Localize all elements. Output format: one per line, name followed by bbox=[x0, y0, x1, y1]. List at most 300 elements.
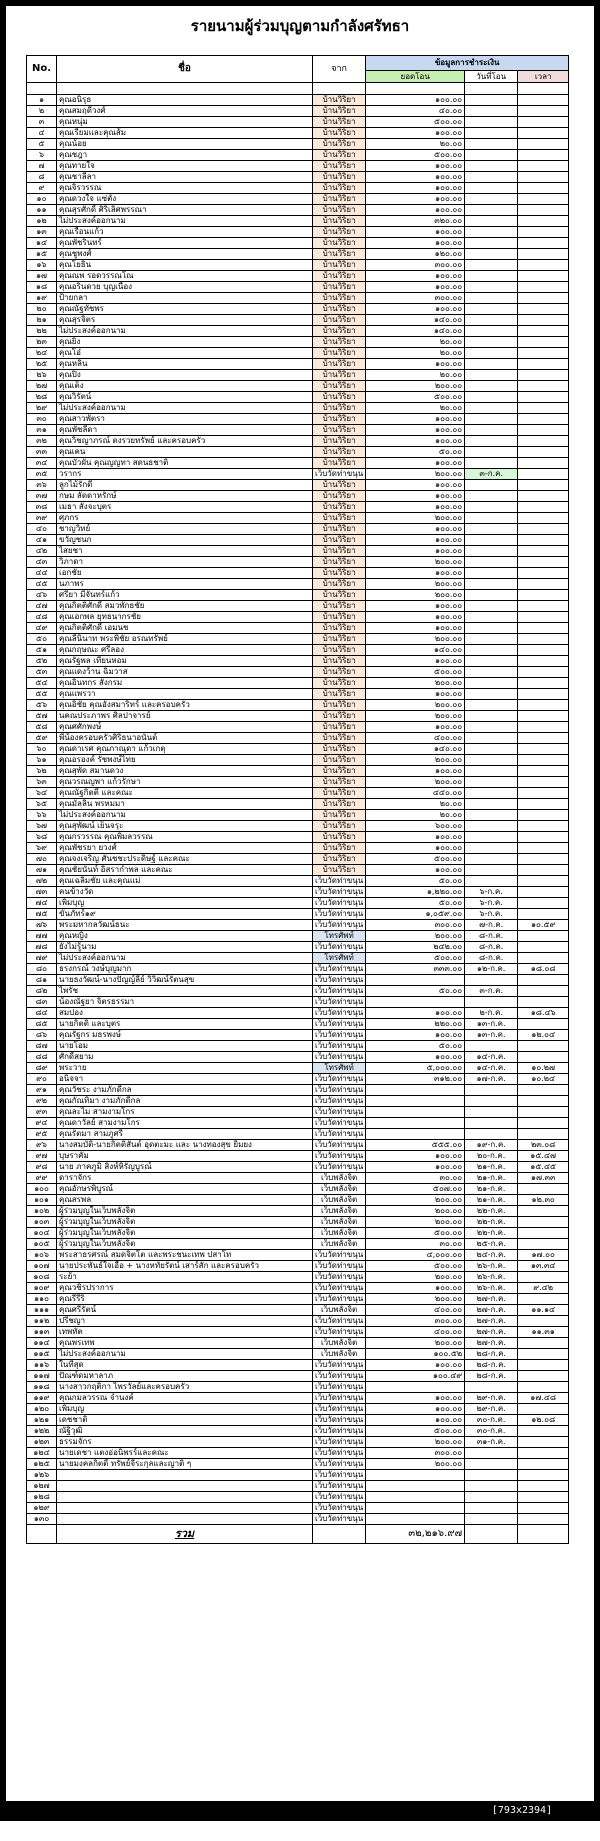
row-time bbox=[518, 1514, 569, 1525]
row-name: คุณดาเรศ คุณภาณุดา แก้วเกตุ bbox=[57, 744, 313, 755]
row-from: เว็บวัดท่าขนุน bbox=[313, 909, 366, 920]
table-row bbox=[27, 183, 569, 194]
row-name: นางสาวกฤติกา ไพรวัลย์และครอบครัว bbox=[57, 1382, 313, 1393]
row-no: ๗๙ bbox=[27, 953, 57, 964]
row-date: ๒๙-ก.ค. bbox=[465, 1404, 518, 1415]
table-row bbox=[27, 1283, 569, 1294]
table-row bbox=[27, 832, 569, 843]
table-row bbox=[27, 106, 569, 117]
row-amount: ๒๐๐.๐๐ bbox=[366, 1294, 465, 1305]
row-no: ๑ bbox=[27, 95, 57, 106]
row-time bbox=[518, 447, 569, 458]
table-row bbox=[27, 304, 569, 315]
row-amount: ๑๐๐.๐๐ bbox=[366, 282, 465, 293]
row-from: เว็บวัดท่าขนุน bbox=[313, 1151, 366, 1162]
table-row bbox=[27, 1063, 569, 1074]
row-name: ลูกไม้รักดี bbox=[57, 480, 313, 491]
row-name: ศักดิ์สยาม bbox=[57, 1052, 313, 1063]
row-date bbox=[465, 161, 518, 172]
row-time bbox=[518, 766, 569, 777]
row-date: ๖-ก.ค. bbox=[465, 909, 518, 920]
row-name: คุณละไม สามงามโกร bbox=[57, 1107, 313, 1118]
row-name: คุณพัชรินทร์ bbox=[57, 238, 313, 249]
row-date bbox=[465, 579, 518, 590]
row-time: ๑๑.๑๔ bbox=[518, 1305, 569, 1316]
table-row bbox=[27, 1272, 569, 1283]
row-name: บุษราคัม bbox=[57, 1151, 313, 1162]
table-row bbox=[27, 1371, 569, 1382]
row-no: ๗๘ bbox=[27, 942, 57, 953]
row-amount: ๑๔๐.๐๐ bbox=[366, 315, 465, 326]
row-time bbox=[518, 1129, 569, 1140]
table-row bbox=[27, 238, 569, 249]
row-date bbox=[465, 513, 518, 524]
row-date bbox=[465, 568, 518, 579]
row-time bbox=[518, 161, 569, 172]
row-from: บ้านวิริยา bbox=[313, 821, 366, 832]
row-date: ๖-ก.ค. bbox=[465, 898, 518, 909]
row-from: บ้านวิริยา bbox=[313, 403, 366, 414]
table-row bbox=[27, 1019, 569, 1030]
row-amount: ๑๐๐.๐๐ bbox=[366, 95, 465, 106]
table-row bbox=[27, 667, 569, 678]
row-name: คุณสรพล bbox=[57, 1195, 313, 1206]
table-row bbox=[27, 271, 569, 282]
row-no: ๔๑ bbox=[27, 535, 57, 546]
row-from: บ้านวิริยา bbox=[313, 843, 366, 854]
table-row bbox=[27, 689, 569, 700]
table-row bbox=[27, 1382, 569, 1393]
row-name: คุณอนิรุธ bbox=[57, 95, 313, 106]
row-amount: ๕๐๐.๐๐ bbox=[366, 117, 465, 128]
row-amount: ๑๐๐.๐๐ bbox=[366, 1030, 465, 1041]
row-no: ๒๐ bbox=[27, 304, 57, 315]
table-row bbox=[27, 161, 569, 172]
row-date bbox=[465, 1481, 518, 1492]
row-from: บ้านวิริยา bbox=[313, 590, 366, 601]
table-row bbox=[27, 1459, 569, 1470]
row-date bbox=[465, 634, 518, 645]
row-no: ๘๖ bbox=[27, 1030, 57, 1041]
row-date: ๑๒-ก.ค. bbox=[465, 964, 518, 975]
row-name: คุณรีรีริ bbox=[57, 1294, 313, 1305]
row-time bbox=[518, 799, 569, 810]
row-date: ๒๙-ก.ค. bbox=[465, 1393, 518, 1404]
table-row bbox=[27, 1261, 569, 1272]
row-name bbox=[57, 1492, 313, 1503]
row-amount: ๒๐๐.๐๐ bbox=[366, 931, 465, 942]
row-date bbox=[465, 216, 518, 227]
row-no: ๑๒๕ bbox=[27, 1459, 57, 1470]
row-amount: ๒๐๐.๐๐ bbox=[366, 590, 465, 601]
row-time: ๑๒.๐๔ bbox=[518, 1030, 569, 1041]
row-amount: ๑,๒๒๐.๐๐ bbox=[366, 887, 465, 898]
row-no: ๖๖ bbox=[27, 810, 57, 821]
row-amount: ๓๐๐.๐๐ bbox=[366, 1316, 465, 1327]
row-amount: ๑๐๐.๐๐ bbox=[366, 843, 465, 854]
row-no: ๑๓๐ bbox=[27, 1514, 57, 1525]
row-time bbox=[518, 711, 569, 722]
row-time bbox=[518, 601, 569, 612]
row-amount: ๑๐๐.๐๐ bbox=[366, 458, 465, 469]
row-name: คุณชฎา bbox=[57, 150, 313, 161]
row-time bbox=[518, 260, 569, 271]
table-row bbox=[27, 997, 569, 1008]
total-spacer bbox=[465, 1525, 518, 1544]
row-time bbox=[518, 1481, 569, 1492]
row-no: ๓๒ bbox=[27, 436, 57, 447]
row-from: เว็บวัดท่าขนุน bbox=[313, 1492, 366, 1503]
row-no: ๔๘ bbox=[27, 612, 57, 623]
row-no: ๒๑ bbox=[27, 315, 57, 326]
row-amount: ๓๑๒.๐๐ bbox=[366, 1074, 465, 1085]
row-date: ๒๗-ก.ค. bbox=[465, 1338, 518, 1349]
row-name: คุณศศักพงษ์ bbox=[57, 722, 313, 733]
row-date: ๖-ก.ค. bbox=[465, 887, 518, 898]
row-amount: ๓๓๓.๐๐ bbox=[366, 964, 465, 975]
row-amount bbox=[366, 975, 465, 986]
table-row bbox=[27, 1228, 569, 1239]
row-no: ๖๕ bbox=[27, 799, 57, 810]
row-time bbox=[518, 425, 569, 436]
row-amount: ๑๐๐.๐๐ bbox=[366, 1415, 465, 1426]
row-name: กษม ลัดดาหรักษ์ bbox=[57, 491, 313, 502]
row-from: บ้านวิริยา bbox=[313, 205, 366, 216]
row-name: สมปอง bbox=[57, 1008, 313, 1019]
row-time bbox=[518, 1338, 569, 1349]
row-from: เว็บวัดท่าขนุน bbox=[313, 1118, 366, 1129]
row-no: ๘๙ bbox=[27, 1063, 57, 1074]
row-name: เอกชัย bbox=[57, 568, 313, 579]
row-from: บ้านวิริยา bbox=[313, 183, 366, 194]
row-date bbox=[465, 414, 518, 425]
row-amount: ๒๐.๐๐ bbox=[366, 370, 465, 381]
table-row bbox=[27, 414, 569, 425]
row-time bbox=[518, 1118, 569, 1129]
row-no: ๔๒ bbox=[27, 546, 57, 557]
row-from: บ้านวิริยา bbox=[313, 293, 366, 304]
row-time bbox=[518, 810, 569, 821]
table-row bbox=[27, 799, 569, 810]
row-from: เว็บวัดท่าขนุน bbox=[313, 1272, 366, 1283]
total-amount: ๓๒,๒๑๖.๙๗ bbox=[366, 1525, 465, 1544]
row-from: บ้านวิริยา bbox=[313, 755, 366, 766]
row-name bbox=[57, 1514, 313, 1525]
row-date bbox=[465, 997, 518, 1008]
row-time: ๑๓.๓๔ bbox=[518, 1261, 569, 1272]
table-row bbox=[27, 425, 569, 436]
row-amount: ๒๐๐.๐๐ bbox=[366, 1206, 465, 1217]
row-date: ๒๑-ก.ค. bbox=[465, 1173, 518, 1184]
row-date bbox=[465, 1470, 518, 1481]
row-from: บ้านวิริยา bbox=[313, 766, 366, 777]
row-no: ๕๑ bbox=[27, 645, 57, 656]
row-amount: ๒๐.๐๐ bbox=[366, 403, 465, 414]
table-row bbox=[27, 810, 569, 821]
row-time bbox=[518, 854, 569, 865]
row-no: ๒๗ bbox=[27, 381, 57, 392]
donor-table bbox=[26, 55, 569, 1544]
row-from: บ้านวิริยา bbox=[313, 172, 366, 183]
row-date bbox=[465, 370, 518, 381]
row-time bbox=[518, 304, 569, 315]
row-date bbox=[465, 1118, 518, 1129]
row-amount: ๑๐๐.๐๐ bbox=[366, 436, 465, 447]
row-name: พี่น้องครอบครัวศิริธนาอนันต์ bbox=[57, 733, 313, 744]
row-amount: ๒๐๐.๐๐ bbox=[366, 1459, 465, 1470]
row-amount: ๕๐๐.๐๐ bbox=[366, 667, 465, 678]
row-name: ไพรัช bbox=[57, 986, 313, 997]
table-row bbox=[27, 513, 569, 524]
row-amount: ๑๐๐.๐๐ bbox=[366, 304, 465, 315]
row-from: บ้านวิริยา bbox=[313, 557, 366, 568]
row-time bbox=[518, 216, 569, 227]
row-no: ๗๗ bbox=[27, 931, 57, 942]
row-name: คุณกิตติศักดิ์ เอมนช bbox=[57, 623, 313, 634]
row-date bbox=[465, 1096, 518, 1107]
row-name: นายโอม bbox=[57, 1041, 313, 1052]
row-amount: ๒๐.๐๐ bbox=[366, 348, 465, 359]
row-amount: ๑๐๐.๐๐ bbox=[366, 1393, 465, 1404]
row-from: บ้านวิริยา bbox=[313, 238, 366, 249]
row-no: ๕๗ bbox=[27, 711, 57, 722]
row-amount: ๑๐๐.๐๐ bbox=[366, 1052, 465, 1063]
row-name: คุณอินทกร สังกรม bbox=[57, 678, 313, 689]
row-no: ๘๐ bbox=[27, 964, 57, 975]
row-date bbox=[465, 700, 518, 711]
row-from: เว็บวัดท่าขนุน bbox=[313, 1250, 366, 1261]
row-time bbox=[518, 293, 569, 304]
row-amount: ๑๐๐.๐๐ bbox=[366, 172, 465, 183]
row-name: คุณสุรจิตร bbox=[57, 315, 313, 326]
row-amount: ๒๐๐.๐๐ bbox=[366, 678, 465, 689]
row-no: ๖๙ bbox=[27, 843, 57, 854]
table-row bbox=[27, 216, 569, 227]
row-name: อนิจจา bbox=[57, 1074, 313, 1085]
row-amount: ๔๔๐.๐๐ bbox=[366, 788, 465, 799]
table-row bbox=[27, 733, 569, 744]
table-row bbox=[27, 931, 569, 942]
row-from: เว็บวัดท่าขนุน bbox=[313, 1448, 366, 1459]
row-amount: ๑,๐๕๙.๐๐ bbox=[366, 909, 465, 920]
row-from: เว็บวัดท่าขนุน bbox=[313, 1393, 366, 1404]
row-amount bbox=[366, 997, 465, 1008]
row-amount: ๑๐๐.๐๐ bbox=[366, 689, 465, 700]
row-time bbox=[518, 337, 569, 348]
row-name: วิภาดา bbox=[57, 557, 313, 568]
total-spacer bbox=[518, 1525, 569, 1544]
row-from: เว็บพลังจิต bbox=[313, 1206, 366, 1217]
spacer-cell bbox=[27, 83, 57, 95]
row-date: ๑๙-ก.ค. bbox=[465, 1140, 518, 1151]
row-time bbox=[518, 722, 569, 733]
row-amount: ๑๐๐.๐๐ bbox=[366, 832, 465, 843]
row-amount: ๑๐๐.๐๐ bbox=[366, 227, 465, 238]
row-no: ๑๑๗ bbox=[27, 1371, 57, 1382]
row-name: คุณเฉลิมชัย และคุณแม่ bbox=[57, 876, 313, 887]
row-date bbox=[465, 535, 518, 546]
row-date bbox=[465, 172, 518, 183]
row-name: คุณดวงใจ แซ่ตั้ง bbox=[57, 194, 313, 205]
row-date: ๒๑-ก.ค. bbox=[465, 1195, 518, 1206]
row-from: เว็บพลังจิต bbox=[313, 1338, 366, 1349]
row-from: บ้านวิริยา bbox=[313, 326, 366, 337]
row-name: คุณจงเจริญ ศันชชะประดิษฐ์ และคณะ bbox=[57, 854, 313, 865]
row-from: เว็บวัดท่าขนุน bbox=[313, 942, 366, 953]
row-from: บ้านวิริยา bbox=[313, 106, 366, 117]
table-row bbox=[27, 964, 569, 975]
row-from: เว็บวัดท่าขนุน bbox=[313, 1382, 366, 1393]
row-from: เว็บวัดท่าขนุน bbox=[313, 469, 366, 480]
row-time: ๑๐.๕๙ bbox=[518, 920, 569, 931]
table-row bbox=[27, 678, 569, 689]
row-from: เว็บวัดท่าขนุน bbox=[313, 1437, 366, 1448]
row-name: คุณวชิรปราการ bbox=[57, 1283, 313, 1294]
row-name: คุณชูพงศ์ bbox=[57, 249, 313, 260]
row-time bbox=[518, 403, 569, 414]
row-from: บ้านวิริยา bbox=[313, 458, 366, 469]
row-name: ขั้นภัทร์๑๙ bbox=[57, 909, 313, 920]
row-amount: ๑๐๐.๐๐ bbox=[366, 414, 465, 425]
row-no: ๖ bbox=[27, 150, 57, 161]
row-from: บ้านวิริยา bbox=[313, 381, 366, 392]
row-time bbox=[518, 678, 569, 689]
row-amount: ๕,๐๐๐.๐๐ bbox=[366, 1063, 465, 1074]
row-date: ๒๗-ก.ค. bbox=[465, 1305, 518, 1316]
row-from: บ้านวิริยา bbox=[313, 359, 366, 370]
row-from: โทรศัพท์ bbox=[313, 931, 366, 942]
row-name: เพิ่มบุญ bbox=[57, 1404, 313, 1415]
row-name: นาย ภาคภูมิ สิงห์หิรัญบูรณ์ bbox=[57, 1162, 313, 1173]
row-no: ๗ bbox=[27, 161, 57, 172]
row-amount bbox=[366, 1492, 465, 1503]
table-row bbox=[27, 315, 569, 326]
row-amount: ๒๐๐.๐๐ bbox=[366, 381, 465, 392]
row-time bbox=[518, 414, 569, 425]
row-date: ๒๘-ก.ค. bbox=[465, 1360, 518, 1371]
row-date bbox=[465, 381, 518, 392]
row-date bbox=[465, 260, 518, 271]
table-row bbox=[27, 1008, 569, 1019]
row-date: ๒๗-ก.ค. bbox=[465, 1294, 518, 1305]
row-from: เว็บวัดท่าขนุน bbox=[313, 920, 366, 931]
table-row bbox=[27, 1239, 569, 1250]
row-date bbox=[465, 194, 518, 205]
spacer-cell bbox=[465, 83, 518, 95]
row-no: ๓๘ bbox=[27, 502, 57, 513]
row-from: บ้านวิริยา bbox=[313, 304, 366, 315]
row-time bbox=[518, 821, 569, 832]
row-time bbox=[518, 590, 569, 601]
row-time: ๑๐.๒๗ bbox=[518, 1063, 569, 1074]
row-no: ๙๓ bbox=[27, 1107, 57, 1118]
row-time bbox=[518, 942, 569, 953]
table-row bbox=[27, 975, 569, 986]
table-row bbox=[27, 711, 569, 722]
row-name: คุณกฤษณะ ศรีลอง bbox=[57, 645, 313, 656]
row-no: ๑๒๓ bbox=[27, 1437, 57, 1448]
row-date: ๒๖-ก.ค. bbox=[465, 1272, 518, 1283]
row-time: ๑๕.๔๕ bbox=[518, 1162, 569, 1173]
row-from: เว็บพลังจิต bbox=[313, 1173, 366, 1184]
row-name: ในทีสุด bbox=[57, 1360, 313, 1371]
row-amount: ๖๐๐.๐๐ bbox=[366, 821, 465, 832]
row-name: คุณโอ๋ bbox=[57, 348, 313, 359]
row-name: คุณเต็ง bbox=[57, 381, 313, 392]
table-row bbox=[27, 1140, 569, 1151]
row-time bbox=[518, 788, 569, 799]
row-no: ๑๖ bbox=[27, 260, 57, 271]
row-time: ๑๑.๓๑ bbox=[518, 1327, 569, 1338]
row-no: ๙๔ bbox=[27, 1118, 57, 1129]
row-time bbox=[518, 183, 569, 194]
row-amount: ๒๐.๐๐ bbox=[366, 799, 465, 810]
row-date bbox=[465, 227, 518, 238]
row-from: เว็บวัดท่าขนุน bbox=[313, 1503, 366, 1514]
row-time bbox=[518, 755, 569, 766]
row-from: บ้านวิริยา bbox=[313, 667, 366, 678]
row-amount: ๕๐๐.๐๐ bbox=[366, 953, 465, 964]
row-no: ๑๑๑ bbox=[27, 1305, 57, 1316]
row-time bbox=[518, 1052, 569, 1063]
row-name: คุณกัณทิมา งามภักดีกล bbox=[57, 1096, 313, 1107]
table-row bbox=[27, 1162, 569, 1173]
table-row bbox=[27, 491, 569, 502]
row-no: ๓๑ bbox=[27, 425, 57, 436]
row-from: บ้านวิริยา bbox=[313, 337, 366, 348]
row-time bbox=[518, 249, 569, 260]
row-from: บ้านวิริยา bbox=[313, 700, 366, 711]
row-name: คุณบัวผัน คุณญญทา สดนธชาติ bbox=[57, 458, 313, 469]
row-from: เว็บวัดท่าขนุน bbox=[313, 1415, 366, 1426]
row-name: คุณหลิน bbox=[57, 359, 313, 370]
row-from: บ้านวิริยา bbox=[313, 227, 366, 238]
row-date bbox=[465, 480, 518, 491]
row-from: เว็บวัดท่าขนุน bbox=[313, 1426, 366, 1437]
row-no: ๕๓ bbox=[27, 667, 57, 678]
table-row bbox=[27, 1404, 569, 1415]
row-name: คุณแพรวา bbox=[57, 689, 313, 700]
row-time bbox=[518, 777, 569, 788]
row-time bbox=[518, 986, 569, 997]
row-amount: ๑๐๐.๐๐ bbox=[366, 271, 465, 282]
row-date: ๓๑-ก.ค. bbox=[465, 1437, 518, 1448]
row-no: ๖๔ bbox=[27, 788, 57, 799]
row-no: ๑๑๓ bbox=[27, 1327, 57, 1338]
table-row bbox=[27, 590, 569, 601]
row-amount: ๒๔๒.๐๐ bbox=[366, 942, 465, 953]
row-time bbox=[518, 1404, 569, 1415]
row-no: ๑๐ bbox=[27, 194, 57, 205]
table-row bbox=[27, 1151, 569, 1162]
row-date: ๑๓-ก.ค. bbox=[465, 1030, 518, 1041]
header-amount: ยอดโอน bbox=[366, 71, 465, 83]
row-date bbox=[465, 436, 518, 447]
row-name: พระมหากลวัฒน์ธนะ bbox=[57, 920, 313, 931]
row-date bbox=[465, 777, 518, 788]
spacer-cell bbox=[518, 83, 569, 95]
row-date bbox=[465, 403, 518, 414]
row-name: ธรงกรณ์ วงษ์บุญมาก bbox=[57, 964, 313, 975]
row-no: ๕๘ bbox=[27, 722, 57, 733]
row-from: เว็บวัดท่าขนุน bbox=[313, 1371, 366, 1382]
row-no: ๑๐๒ bbox=[27, 1206, 57, 1217]
row-amount: ๒๐๐.๐๐ bbox=[366, 579, 465, 590]
row-name: คุณเรือนแก้ว bbox=[57, 227, 313, 238]
row-amount bbox=[366, 1481, 465, 1492]
table-row bbox=[27, 623, 569, 634]
row-name: ยังไม่รู้นาม bbox=[57, 942, 313, 953]
